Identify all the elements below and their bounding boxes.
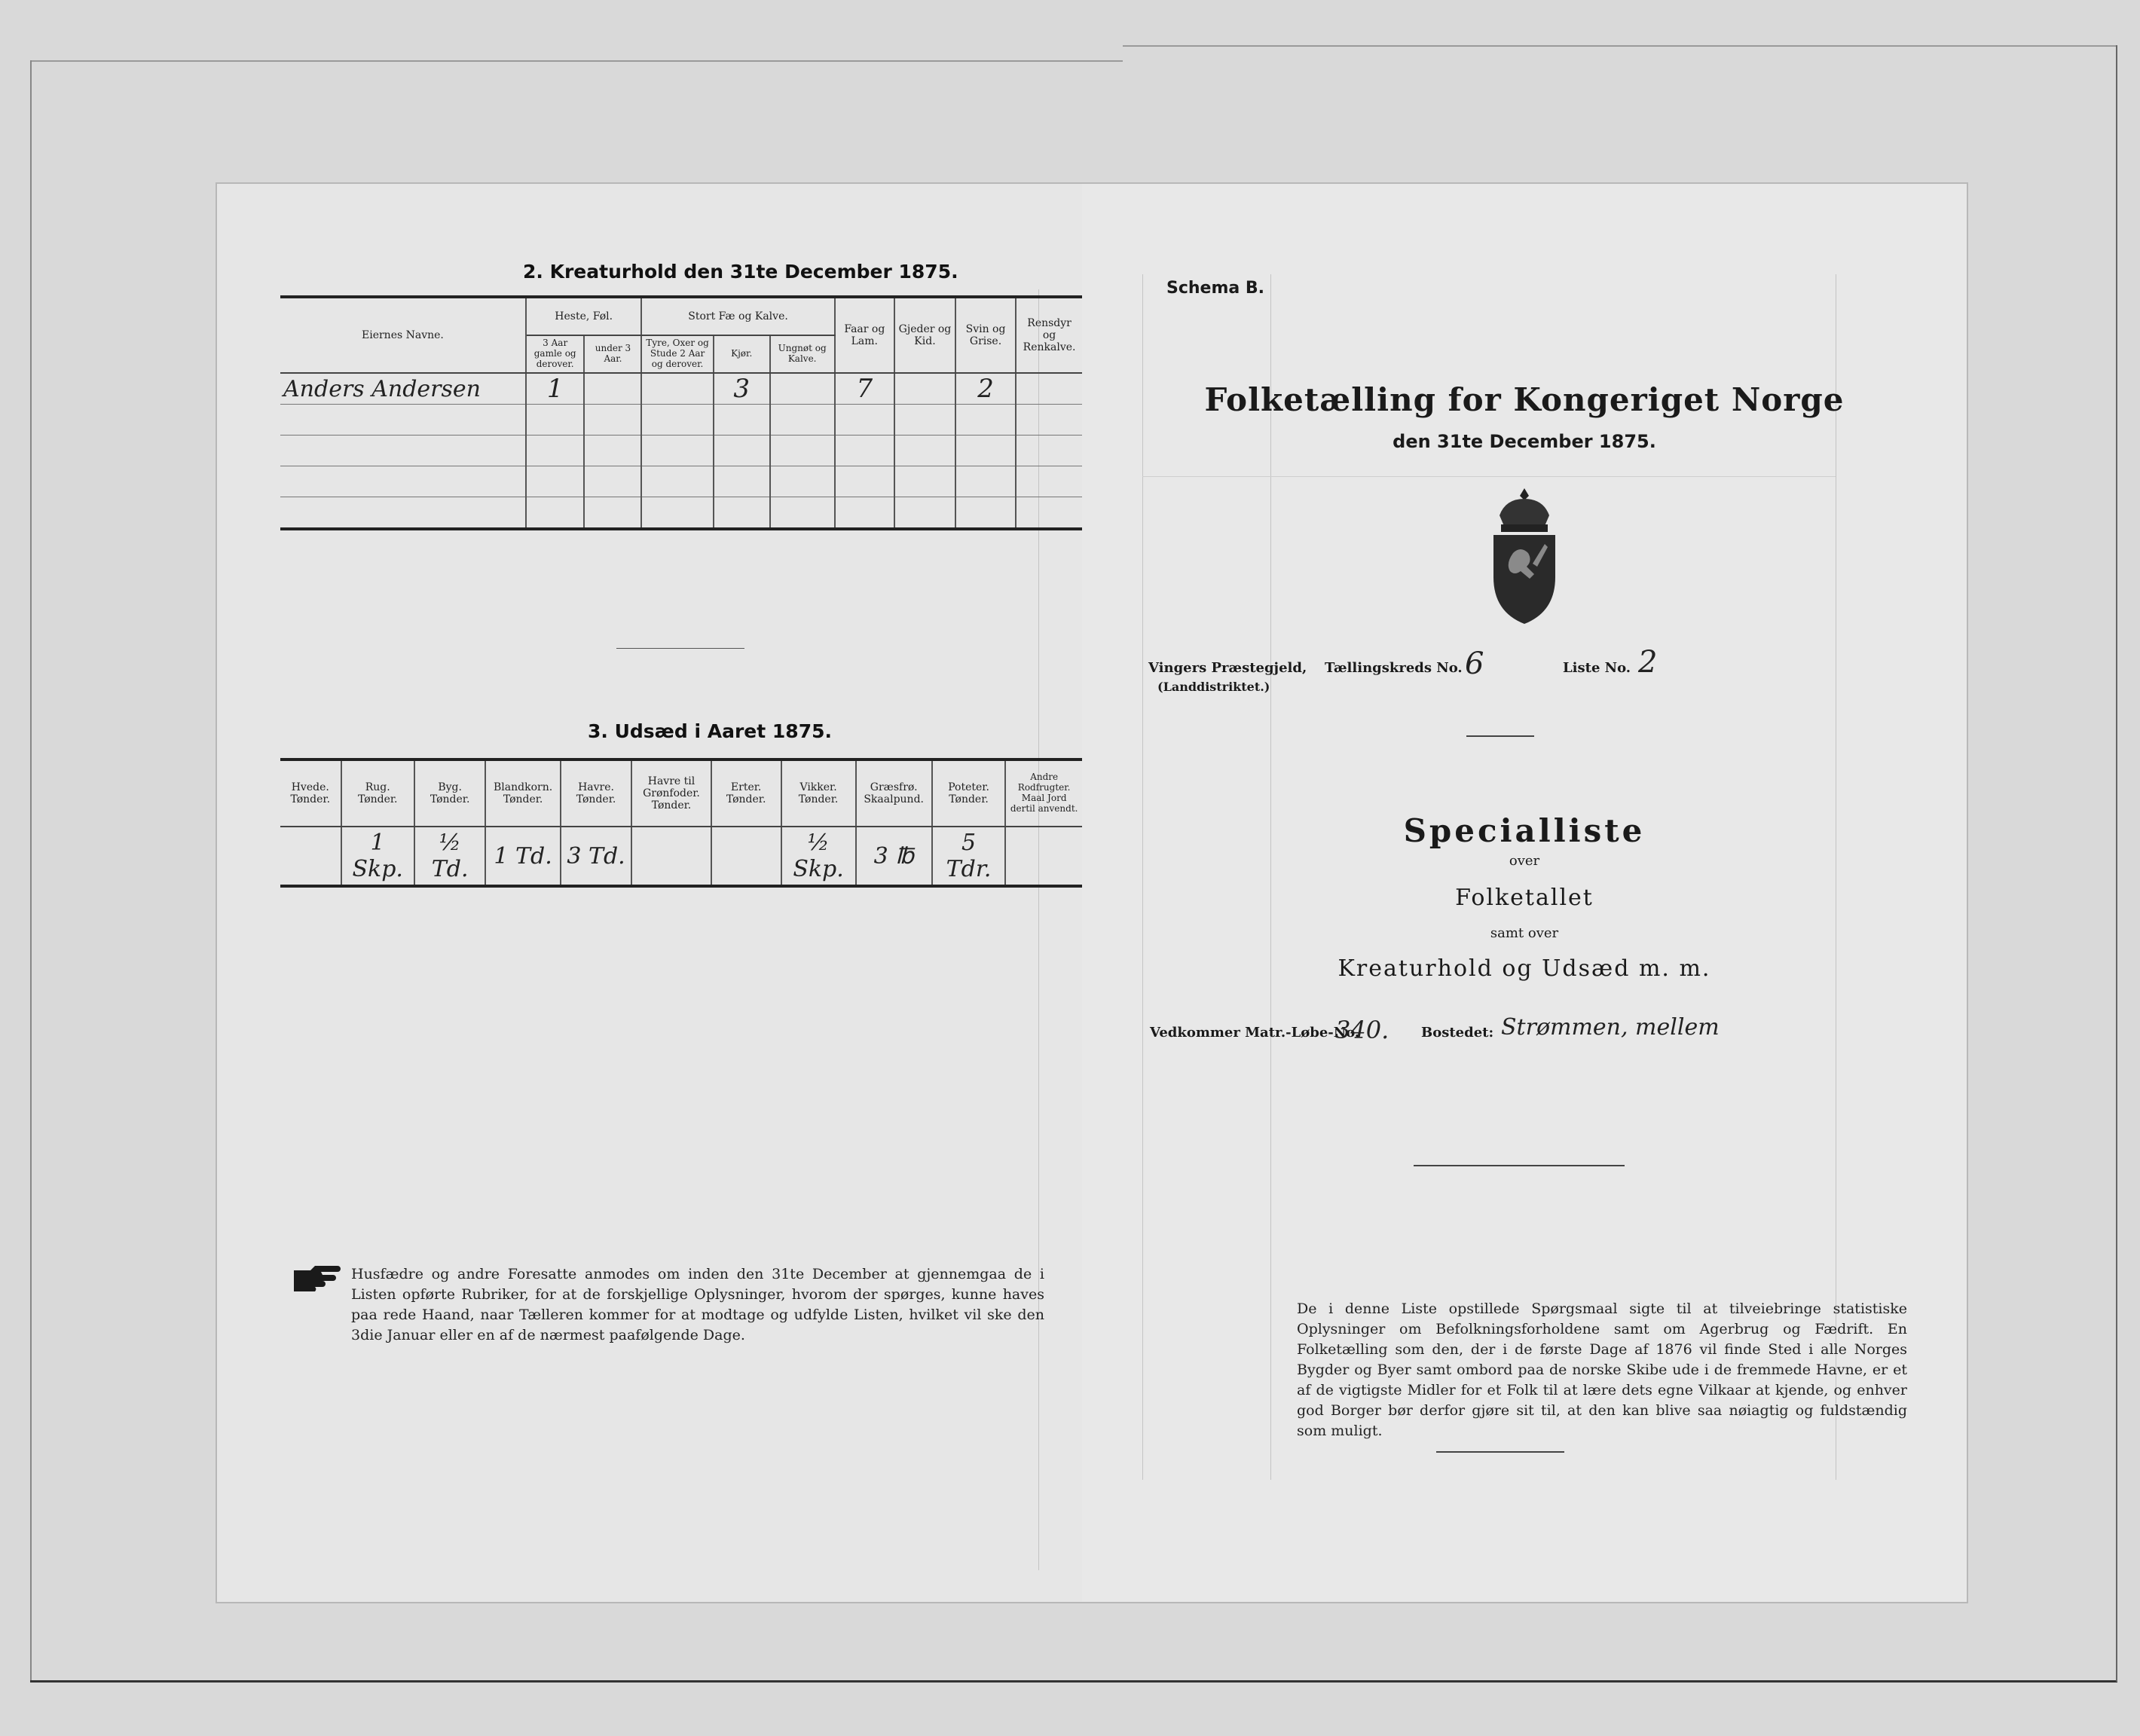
potatoes-header: Poteter. Tønder.	[932, 760, 1006, 827]
reindeer-cell	[1016, 373, 1082, 405]
cattle-header: Stort Fæ og Kalve.	[641, 297, 834, 335]
right-page	[1082, 184, 1967, 1602]
mixed-header: Blandkorn. Tønder.	[485, 760, 560, 827]
cows-header: Kjør.	[714, 335, 770, 373]
pointing-hand-icon	[292, 1261, 345, 1291]
table-row	[280, 466, 1082, 497]
pigs-cell: 2	[955, 373, 1016, 405]
scan-frame-top	[30, 60, 1123, 62]
divider-rule	[1436, 1451, 1564, 1453]
green-oats-header: Havre til Grønfoder. Tønder.	[631, 760, 711, 827]
sheep-header: Faar og Lam.	[835, 297, 894, 373]
bleed-through-line	[1270, 274, 1271, 1480]
other-roots-cell	[1005, 827, 1082, 886]
rye-header: Rug. Tønder.	[341, 760, 414, 827]
horses-header: Heste, Føl.	[526, 297, 642, 335]
vetch-cell: ½ Skp.	[781, 827, 856, 886]
wheat-cell	[280, 827, 341, 886]
folketallet-heading: Folketallet	[1455, 885, 1594, 911]
horses-young-header: under 3 Aar.	[584, 335, 641, 373]
bleed-through-line	[1142, 274, 1143, 1480]
table-row	[280, 827, 1082, 886]
scan-frame-bottom	[30, 1680, 2117, 1683]
section-2-title: 2. Kreaturhold den 31te December 1875.	[523, 261, 958, 283]
seed-table	[280, 758, 1082, 888]
oats-cell: 3 Td.	[561, 827, 632, 886]
divider-rule	[1466, 735, 1534, 737]
livestock-table	[280, 295, 1082, 530]
horses-old-header: 3 Aar gamle og derover.	[526, 335, 585, 373]
kreds-label: Tællingskreds No.	[1325, 660, 1463, 676]
census-sheet	[217, 184, 1967, 1602]
rye-cell: 1 Skp.	[341, 827, 414, 886]
bleed-through-line	[1142, 476, 1836, 477]
grass-header: Græsfrø. Skaalpund.	[856, 760, 932, 827]
schema-label: Schema B.	[1166, 279, 1265, 298]
specialliste-heading: Specialliste	[1403, 812, 1646, 849]
bosted-label: Bostedet:	[1421, 1025, 1494, 1041]
potatoes-cell: 5 Tdr.	[932, 827, 1006, 886]
horses-young-cell	[584, 373, 641, 405]
footer-statement: De i denne Liste opstillede Spørgsmaal sigte til at tilveiebringe statistiske Oplysninger om Befolkningsforholdene samt om Agerbrug og Fædrift. En Folketælling som den, der i de første Dage af 1876 vil finde Sted i alle Norges Bygder og Byer samt ombord paa de norske Skibe ude i de fremmede Havne, er et af de vigtigste Midler for et Folk til at lære dets egne Vilkaar at kjende, og enhver god Borger bør derfor gjøre sit til, at den kan blive saa nøiagtig og fuldstændig som muligt.	[1297, 1300, 1907, 1439]
vetch-header: Vikker. Tønder.	[781, 760, 856, 827]
district-sub-label: (Landdistriktet.)	[1157, 680, 1270, 694]
young-cattle-cell	[770, 373, 835, 405]
peas-cell	[711, 827, 781, 886]
bulls-header: Tyre, Oxer og Stude 2 Aar og derover.	[641, 335, 713, 373]
wheat-header: Hvede. Tønder.	[280, 760, 341, 827]
table-row	[280, 436, 1082, 466]
oats-header: Havre. Tønder.	[561, 760, 632, 827]
table-row	[280, 373, 1082, 405]
over-text: over	[1509, 853, 1540, 869]
goats-header: Gjeder og Kid.	[894, 297, 955, 373]
samt-over-text: samt over	[1490, 925, 1559, 941]
grass-cell: 3 ℔	[856, 827, 932, 886]
cows-cell: 3	[714, 373, 770, 405]
divider-rule	[1414, 1165, 1625, 1166]
green-oats-cell	[631, 827, 711, 886]
scan-frame-left	[30, 60, 32, 1680]
section-3-title: 3. Udsæd i Aaret 1875.	[588, 720, 832, 742]
norwegian-coat-of-arms-icon	[1483, 485, 1566, 628]
scan-frame-right	[2116, 45, 2117, 1682]
page-title: Folketælling for Kongeriget Norge	[1204, 381, 1845, 418]
census-date: den 31te December 1875.	[1393, 431, 1656, 452]
owner-header: Eiernes Navne.	[280, 297, 526, 373]
matr-label: Vedkommer Matr.-Løbe-No.	[1150, 1025, 1360, 1041]
bulls-cell	[641, 373, 713, 405]
barley-cell: ½ Td.	[414, 827, 486, 886]
parish-label: Vingers Præstegjeld,	[1148, 660, 1307, 676]
liste-label: Liste No.	[1563, 660, 1631, 676]
mixed-cell: 1 Td.	[485, 827, 560, 886]
sheep-cell: 7	[835, 373, 894, 405]
reindeer-header: Rensdyr og Renkalve.	[1016, 297, 1082, 373]
kreaturhold-heading: Kreaturhold og Udsæd m. m.	[1338, 955, 1711, 982]
peas-header: Erter. Tønder.	[711, 760, 781, 827]
other-roots-header: Andre Rodfrugter. Maal Jord dertil anvendt.	[1005, 760, 1082, 827]
horses-old-cell: 1	[526, 373, 585, 405]
barley-header: Byg. Tønder.	[414, 760, 486, 827]
table-row	[280, 497, 1082, 530]
young-cattle-header: Ungnøt og Kalve.	[770, 335, 835, 373]
pigs-header: Svin og Grise.	[955, 297, 1016, 373]
divider-rule	[616, 648, 744, 649]
kreds-value: 6	[1465, 646, 1484, 681]
scan-frame-top-right	[1123, 45, 2117, 47]
left-page	[217, 184, 1083, 1602]
owner-cell: Anders Andersen	[280, 373, 526, 405]
matr-value: 340.	[1335, 1016, 1389, 1044]
household-notice: Husfædre og andre Foresatte anmodes om inden den 31te December at gjennemgaa de i Listen opførte Rubriker, for at de forskjellige Oplysninger, hvorom der spørges, kunne haves paa rede Haand, naar Tælleren kommer for at modtage og udfylde Listen, hvilket vil ske den 3die Januar eller en af de nærmest paafølgende Dage.	[351, 1266, 1044, 1343]
goats-cell	[894, 373, 955, 405]
bosted-value: Strømmen, mellem	[1501, 1014, 1720, 1041]
liste-value: 2	[1638, 645, 1658, 680]
table-row	[280, 405, 1082, 436]
